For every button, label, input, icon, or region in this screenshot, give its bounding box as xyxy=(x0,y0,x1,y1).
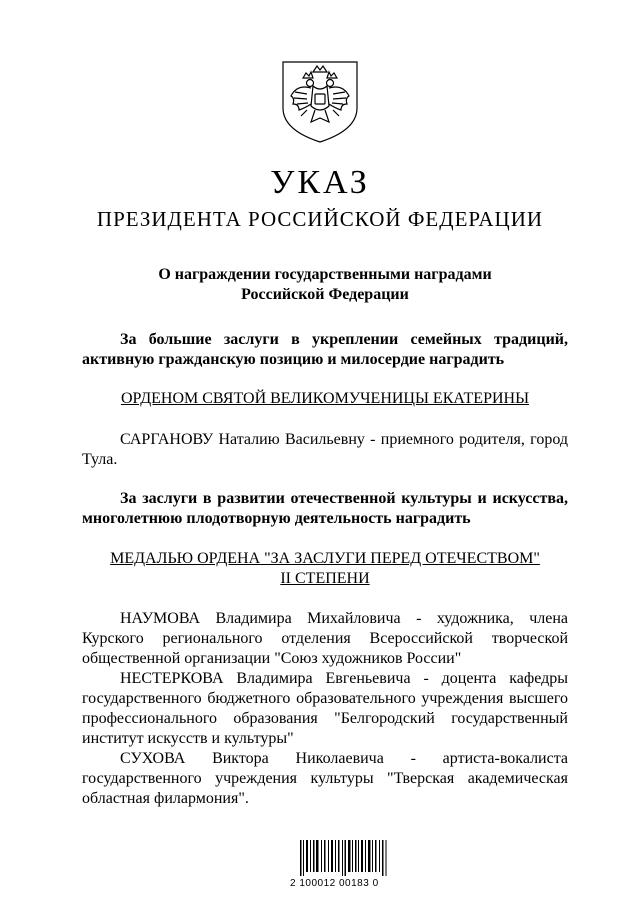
section1-award: ОРДЕНОМ СВЯТОЙ ВЕЛИКОМУЧЕНИЦЫ ЕКАТЕРИНЫ xyxy=(120,390,530,407)
coat-of-arms-icon xyxy=(277,58,363,144)
barcode-number: 2 100012 00183 0 xyxy=(290,878,379,889)
recipient-nesterkov: НЕСТЕРКОВА Владимира Евгеньевича - доцента кафедры государственного бюджетного образовательного учреждения высшего профессионального образования "Белгородский государственный институт искусств и культуры" xyxy=(82,670,568,747)
section2-award xyxy=(82,549,568,589)
section2-preamble: За заслуги в развитии отечественной культуры и искусства, многолетнюю плодотворную деятельность наградить xyxy=(82,490,568,527)
decree-title: УКАЗ xyxy=(270,164,370,201)
recipient-naumov: НАУМОВА Владимира Михайловича - художника, члена Курского регионального отделения Всероссийской творческой общественной организации "Союз художников России" xyxy=(82,610,568,667)
section2-award-line-1: МЕДАЛЬЮ ОРДЕНА "ЗА ЗАСЛУГИ ПЕРЕД ОТЕЧЕСТВОМ" xyxy=(110,550,540,567)
barcode-icon xyxy=(300,840,388,876)
section1-preamble: За большие заслуги в укреплении семейных традиций, активную гражданскую позицию и милосердие наградить xyxy=(82,331,568,368)
section2-award-line-2: II СТЕПЕНИ xyxy=(280,570,370,587)
subject-line-1: О награждении государственными наградами xyxy=(158,266,492,283)
decree-issuer: ПРЕЗИДЕНТА РОССИЙСКОЙ ФЕДЕРАЦИИ xyxy=(96,207,544,231)
decree-subject xyxy=(82,265,568,305)
section1-recipient: САРГАНОВУ Наталию Васильевну - приемного родителя, город Тула. xyxy=(82,431,568,468)
recipient-sukhov: СУХОВА Виктора Николаевича - артиста-вокалиста государственного учреждения культуры "Тверская академическая областная филармония". xyxy=(82,750,568,807)
section2-recipients xyxy=(82,609,568,809)
subject-line-2: Российской Федерации xyxy=(241,286,409,303)
